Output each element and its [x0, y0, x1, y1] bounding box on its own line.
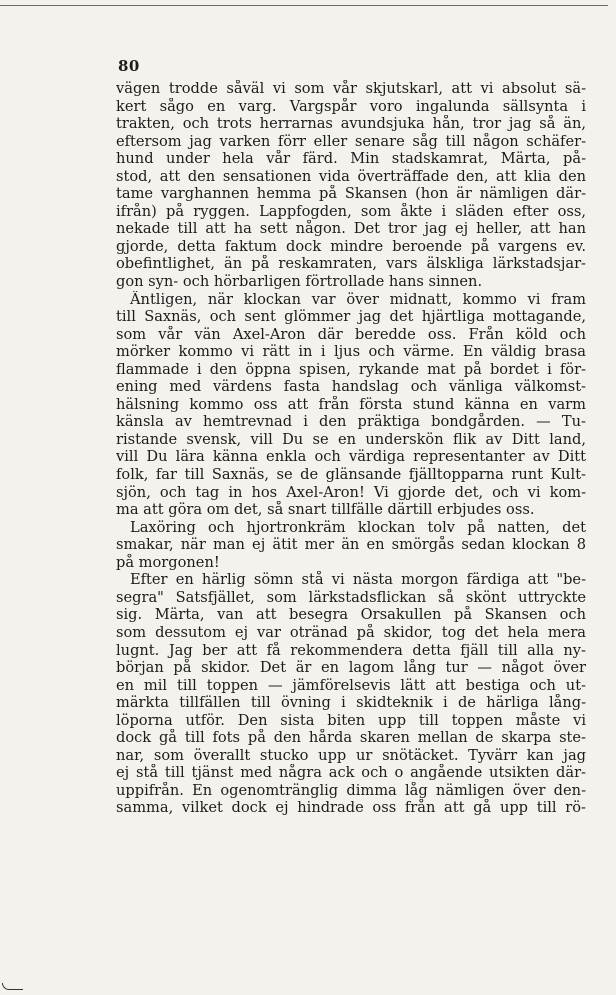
text-line: gjorde, detta faktum dock mindre beroende på vargens ev.: [116, 237, 586, 255]
text-line: kert sågo en varg. Vargspår voro ingalunda sällsynta i: [116, 97, 586, 115]
text-line: märkta tillfällen till övning i skidteknik i de härliga lång-: [116, 694, 586, 712]
text-line: folk, far till Saxnäs, se de glänsande fjälltopparna runt Kult-: [116, 466, 586, 484]
text-line: segra" Satsfjället, som lärkstadsflickan så skönt uttryckte: [116, 588, 586, 606]
text-line: som vår vän Axel-Aron där beredde oss. Från köld och: [116, 325, 586, 343]
text-line: en mil till toppen — jämförelsevis lätt att bestiga och ut-: [116, 676, 586, 694]
page-number: 80: [118, 57, 140, 75]
text-line: dock gå till fots på den hårda skaren mellan de skarpa ste-: [116, 729, 586, 747]
text-line: nar, som överallt stucko upp ur snötäcket. Tyvärr kan jag: [116, 746, 586, 764]
text-line: lugnt. Jag ber att få rekommendera detta fjäll till alla ny-: [116, 641, 586, 659]
text-line: på morgonen!: [116, 553, 220, 571]
text-line: vägen trodde såväl vi som vår skjutskarl, att vi absolut sä-: [116, 80, 586, 97]
text-line: ej stå till tjänst med några ack och o angående utsikten där-: [116, 764, 586, 782]
text-line: trakten, och trots herrarnas avundsjuka hån, tror jag så än,: [116, 115, 586, 133]
text-line: sjön, och tag in hos Axel-Aron! Vi gjorde det, och vi kom-: [116, 483, 586, 501]
text-line: obefintlighet, än på reskamraten, vars älskliga lärkstadsjar-: [116, 255, 586, 273]
text-line: som dessutom ej var otränad på skidor, tog det hela mera: [116, 623, 586, 641]
text-line: ifrån) på ryggen. Lappfogden, som åkte i släden efter oss,: [116, 202, 586, 220]
text-line: gon syn- och hörbarligen förtrollade hans sinnen.: [116, 273, 483, 291]
text-line: vill Du lära känna enkla och värdiga representanter av Ditt: [116, 448, 586, 466]
text-line: känsla av hemtrevnad i den präktiga bondgården. — Tu-: [116, 413, 586, 431]
text-line: Laxöring och hjortronkräm klockan tolv på natten, det: [130, 518, 586, 536]
text-line: ma att göra om det, så snart tillfälle därtill erbjudes oss.: [116, 501, 535, 519]
corner-mark: [2, 983, 23, 990]
text-line: Efter en härlig sömn stå vi nästa morgon färdiga att "be-: [130, 571, 586, 589]
text-line: smakar, när man ej ätit mer än en smörgås sedan klockan 8: [116, 536, 586, 554]
text-line: hund under hela vår färd. Min stadskamrat, Märta, på-: [116, 150, 586, 168]
text-line: stod, att den sensationen vida överträffade den, att klia den: [116, 167, 586, 185]
text-line: sig. Märta, van att besegra Orsakullen på Skansen och: [116, 606, 586, 624]
text-line: Äntligen, när klockan var över midnatt, kommo vi fram: [130, 290, 586, 308]
body-text: [116, 80, 586, 817]
top-rule: [0, 5, 608, 6]
text-line: början på skidor. Det är en lagom lång tur — något över: [116, 659, 586, 677]
text-line: ristande svensk, vill Du se en underskön flik av Ditt land,: [116, 430, 586, 448]
text-line: ening med värdens fasta handslag och vänliga välkomst-: [116, 378, 586, 396]
text-line: flammade i den öppna spisen, rykande mat på bordet i för-: [116, 360, 586, 378]
text-line: nekade till att ha sett någon. Det tror jag ej heller, att han: [116, 220, 586, 238]
text-line: eftersom jag varken förr eller senare såg till någon schäfer-: [116, 132, 586, 150]
text-line: löporna utför. Den sista biten upp till toppen måste vi: [116, 711, 586, 729]
text-line: hälsning kommo oss att från första stund känna en varm: [116, 395, 586, 413]
text-line: samma, vilket dock ej hindrade oss från att gå upp till rö-: [116, 799, 586, 817]
text-line: uppifrån. En ogenomtränglig dimma låg nämligen över den-: [116, 781, 586, 799]
text-line: tame varghannen hemma på Skansen (hon är nämligen där-: [116, 185, 586, 203]
text-line: mörker kommo vi rätt in i ljus och värme. En väldig brasa: [116, 343, 586, 361]
text-line: till Saxnäs, och sent glömmer jag det hjärtliga mottagande,: [116, 308, 586, 326]
